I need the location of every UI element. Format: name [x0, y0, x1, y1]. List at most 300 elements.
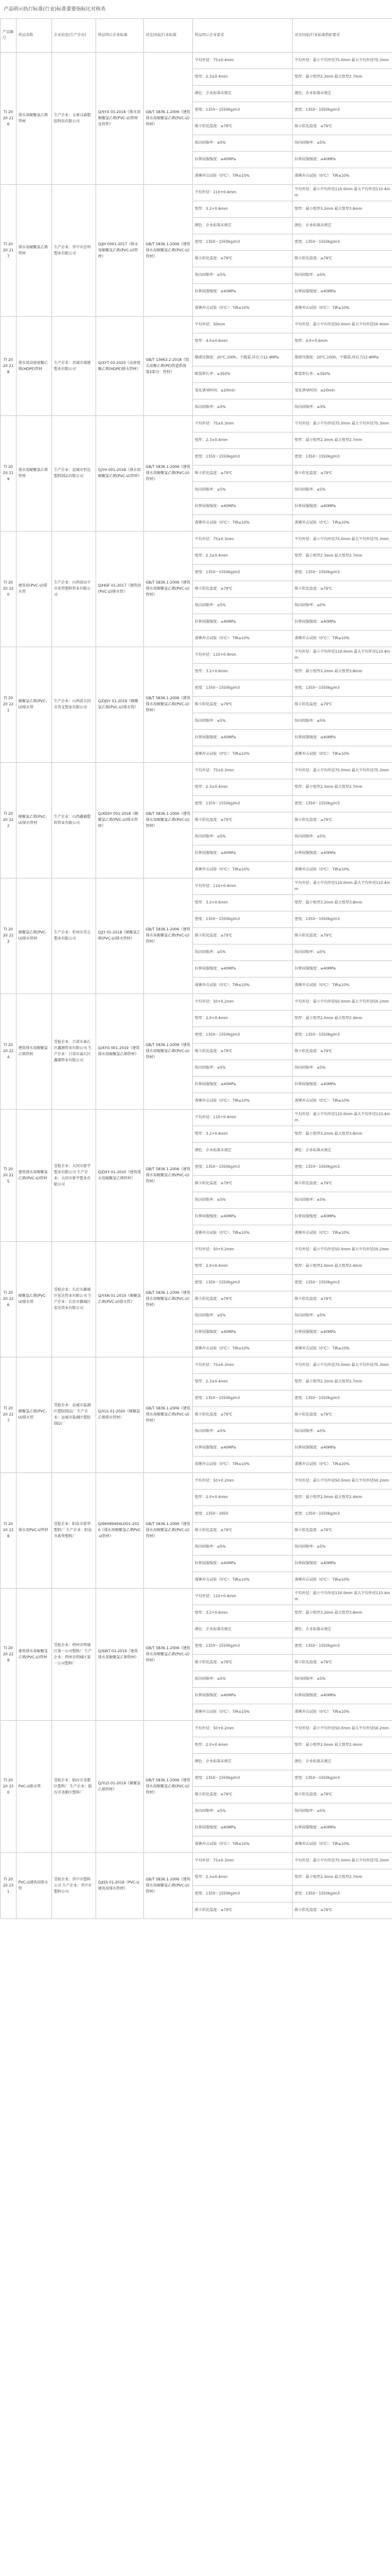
table-row [1, 1357, 392, 1374]
national-requirement-cell: 维卡软化温度：≥79℃ [293, 1291, 392, 1308]
national-requirement-cell: 维卡软化温度：≥79℃ [293, 1523, 392, 1539]
company-cell: 生产企业：忻州市晋元塑业有限公司 [52, 878, 96, 994]
product-no-cell: TI 20 20 22 5 [1, 1110, 17, 1242]
reference-standard-cell: GB/T 5836.1-2006《建筑排水用硬聚氯乙烯(PVC-U)管材》 [144, 1242, 193, 1357]
national-requirement-cell: 拉伸屈服强度：≥40MPa [293, 1324, 392, 1341]
national-requirement-cell: 壁厚：最小壁厚2.3mm 最大壁厚2.7mm [293, 432, 392, 449]
company-cell: 受检企业：临汾市尧都区塑料厂 生产企业：临汾市尧都区塑料厂 [52, 1721, 96, 1853]
enterprise-requirement-cell: 纵向回缩率：≤5% [193, 598, 293, 614]
enterprise-requirement-cell: 密度：1350～1550kg/m3 [193, 1770, 293, 1787]
national-requirement-cell: 拉伸屈服强度：≥40MPa [293, 1556, 392, 1572]
enterprise-requirement-cell: 平均外径：110+0.4mm [193, 647, 293, 664]
national-requirement-cell: 落锤冲击试验（0℃）：TIR≤10% [293, 1704, 392, 1721]
table-header-row [1, 19, 392, 53]
company-cell: 受检企业：吕梁市离石区鑫源管业有限公司 生产企业：吕梁市离石区鑫源管业有限公司 [52, 994, 96, 1110]
enterprise-requirement-cell: 壁厚：2.3±0.4mm [193, 69, 293, 86]
company-cell: 生产企业：运城市恒达塑料制品有限公司 [52, 416, 96, 532]
national-requirement-cell: 纵向回缩率：≤5% [293, 1671, 392, 1688]
enterprise-requirement-cell: 壁厚：2.0+0.4mm [193, 1490, 293, 1506]
enterprise-requirement-cell: 维卡软化温度：≥79℃ [193, 466, 293, 482]
national-requirement-cell: 平均外径：最小平均外径110.0mm 最大平均外径110.4mm [293, 878, 392, 895]
enterprise-requirement-cell: 维卡软化温度：≥79℃ [193, 1176, 293, 1192]
enterprise-requirement-cell: 壁厚：2.0+0.4mm [193, 1011, 293, 1027]
reference-standard-cell: GB/T 5836.1-2006《建筑排水用硬聚氯乙烯(PVC-U)管材》 [144, 647, 193, 763]
enterprise-standard-cell: Q/JSS 01-2018《PVC-U建筑用排水管材》 [96, 1853, 144, 1919]
enterprise-standard-cell: Q/XYT 03-2020《高密度聚乙烯(HDPE)排水管材》 [96, 317, 144, 416]
national-requirement-cell: 维卡软化温度：≥79℃ [293, 581, 392, 598]
national-requirement-cell: 落锤冲击试验（0℃）：TIR≤10% [293, 1341, 392, 1357]
enterprise-requirement-cell: 平均外径：50mm [193, 317, 293, 333]
national-requirement-cell: 密度：1350～1550kg/m3 [293, 1506, 392, 1523]
enterprise-requirement-cell: 壁厚：2.3±0.4mm [193, 1374, 293, 1390]
enterprise-requirement-cell: 密度：1350～1550kg/m3 [193, 565, 293, 581]
enterprise-requirement-cell: 落锤冲击试验（0℃）：TIR≤10% [193, 746, 293, 763]
national-requirement-cell: 壁厚：最小壁厚2.0mm 最大壁厚2.4mm [293, 1737, 392, 1754]
national-requirement-cell: 密度：1350～1550kg/m3 [293, 1275, 392, 1291]
table-row [1, 1721, 392, 1737]
product-no-cell: TI 20 20 22 0 [1, 532, 17, 647]
enterprise-requirement-cell: 颜色：企业标准未规定 [193, 218, 293, 234]
table-row [1, 1110, 392, 1126]
header-reference-standard: 对比国家/行业标准 [144, 19, 193, 53]
product-no-cell: TI 20 20 22 3 [1, 878, 17, 994]
enterprise-requirement-cell: 拉伸屈服强度：≥40MPa [193, 1820, 293, 1836]
reference-standard-cell: GB/T 5836.1-2006《建筑排水用硬聚氯乙烯(PVC-U)管材》 [144, 994, 193, 1110]
product-no-cell: TI 20 20 21 9 [1, 416, 17, 532]
enterprise-requirement-cell: 密度：1350～1550kg/m3 [193, 102, 293, 119]
enterprise-requirement-cell: 壁厚：3.2+0.6mm [193, 201, 293, 218]
enterprise-requirement-cell: 密度：1350～1550kg/m3 [193, 449, 293, 466]
table-row [1, 763, 392, 779]
national-requirement-cell: 密度：1350～1550kg/m3 [293, 449, 392, 466]
header-product-no: 产品编号 [1, 19, 17, 53]
reference-standard-cell: GB/T 5836.1-2006《建筑排水用硬聚氯乙烯(PVC-U)管材》 [144, 1110, 193, 1242]
company-cell: 生产企业：太原汉森塑胶科技有限公司 [52, 53, 96, 185]
enterprise-requirement-cell: 壁厚：3.2+0.6mm [193, 1605, 293, 1622]
national-requirement-cell: 拉伸屈服强度：≥40MPa [293, 1077, 392, 1093]
enterprise-requirement-cell: 拉伸屈服强度：≥40MPa [193, 845, 293, 862]
company-cell: 受检企业：朔州市朔城区第一公司塑料厂 生产企业：朔州市朔城区第一公司塑料厂 [52, 1589, 96, 1721]
product-no-cell: TI 20 20 23 0 [1, 1721, 17, 1853]
enterprise-standard-cell: Q/DJSY 01-2019《硬聚氯乙烯(PVC-U)排水管》 [96, 647, 144, 763]
enterprise-requirement-cell: 落锤冲击试验（0℃）：TIR≤10% [193, 1836, 293, 1853]
table-row [1, 317, 392, 333]
national-requirement-cell: 落锤冲击试验（0℃）：TIR≤10% [293, 862, 392, 878]
enterprise-requirement-cell: 拉伸屈服强度：≥40MPa [193, 961, 293, 978]
national-requirement-cell: 壁厚：最小壁厚2.3mm 最大壁厚2.7mm [293, 548, 392, 565]
enterprise-requirement-cell: 平均外径：50+0.2mm [193, 994, 293, 1011]
enterprise-requirement-cell: 密度：1350～1550kg/m3 [193, 1886, 293, 1902]
enterprise-requirement-cell: 纵向回缩率：≤5% [193, 267, 293, 284]
company-cell: 受检企业：阳泉市新华塑料厂 生产企业：阳泉市新华塑料厂 [52, 1473, 96, 1589]
enterprise-requirement-cell: 平均外径：75±0.4mm [193, 53, 293, 69]
national-requirement-cell: 落锤冲击试验（0℃）：TIR≤10% [293, 1225, 392, 1242]
enterprise-requirement-cell: 维卡软化温度：≥79℃ [193, 581, 293, 598]
national-requirement-cell: 拉伸屈服强度：≥40MPa [293, 730, 392, 746]
enterprise-requirement-cell: 落锤冲击试验（0℃）：TIR≤10% [193, 300, 293, 317]
enterprise-requirement-cell: 密度：1350～1550kg/m3 [193, 234, 293, 251]
enterprise-requirement-cell: 落锤冲击试验（0℃）：TIR≤10% [193, 631, 293, 647]
reference-standard-cell: GB/T 5836.1-2006《建筑排水用硬聚氯乙烯(PVC-U)管材》 [144, 1721, 193, 1853]
national-requirement-cell: 落锤冲击试验（0℃）：TIR≤10% [293, 978, 392, 994]
national-requirement-cell: 壁厚：最小壁厚2.3mm 最大壁厚2.7mm [293, 1869, 392, 1886]
enterprise-requirement-cell: 密度：1350～1550kg/m3 [193, 1390, 293, 1407]
sample-name-cell: 建筑用(PVC-U)排水管 [17, 532, 52, 647]
enterprise-requirement-cell: 维卡软化温度：≥79℃ [193, 697, 293, 713]
enterprise-requirement-cell: 密度：1350～1550kg/m3 [193, 680, 293, 697]
national-requirement-cell: 纵向回缩率：≤5% [293, 267, 392, 284]
enterprise-requirement-cell: 拉伸屈服强度：≥40MPa [193, 730, 293, 746]
enterprise-requirement-cell: 拉伸屈服强度：≥40MPa [193, 284, 293, 300]
sample-name-cell: 硬聚氯乙烯(PVC-U)排水管 [17, 1357, 52, 1473]
enterprise-requirement-cell: 颜色：企业标准未规定 [193, 1622, 293, 1638]
enterprise-requirement-cell: 氧化诱导时间：≥20min [193, 383, 293, 399]
enterprise-requirement-cell: 壁厚：2.3±0.4mm [193, 548, 293, 565]
enterprise-requirement-cell: 维卡软化温度：≥79℃ [193, 1902, 293, 1919]
national-requirement-cell: 维卡软化温度：≥79℃ [293, 1787, 392, 1803]
enterprise-requirement-cell: 平均外径：50+0.2mm [193, 1473, 293, 1490]
enterprise-requirement-cell: 平均外径：75±0.3mm [193, 532, 293, 548]
national-requirement-cell: 纵向回缩率：≤5% [293, 1423, 392, 1440]
enterprise-requirement-cell: 壁厚：2.0+0.4mm [193, 1258, 293, 1275]
enterprise-requirement-cell: 维卡软化温度：≥79℃ [193, 812, 293, 829]
enterprise-requirement-cell: 落锤冲击试验（0℃）：TIR≤10% [193, 1341, 293, 1357]
national-requirement-cell: 壁厚：最小壁厚2.3mm 最大壁厚2.7mm [293, 779, 392, 796]
enterprise-requirement-cell: 断裂伸长率：≥350% [193, 366, 293, 383]
national-requirement-cell: 壁厚：4.0+0.6mm [293, 333, 392, 350]
enterprise-requirement-cell: 纵向回缩率：≤5% [193, 713, 293, 730]
national-requirement-cell: 拉伸屈服强度：≥40MPa [293, 499, 392, 515]
comparison-table [0, 18, 392, 1919]
enterprise-requirement-cell: 平均外径：75±0.3mm [193, 1853, 293, 1869]
header-enterprise-requirement: 样品明示企业要求 [193, 19, 293, 53]
enterprise-requirement-cell: 维卡软化温度：≥79℃ [193, 1291, 293, 1308]
national-requirement-cell: 维卡软化温度：≥79℃ [293, 466, 392, 482]
enterprise-requirement-cell: 平均外径：75±0.3mm [193, 763, 293, 779]
enterprise-requirement-cell: 拉伸屈服强度：≥40MPa [193, 1209, 293, 1225]
national-requirement-cell: 密度：1350～1550kg/m3 [293, 796, 392, 812]
enterprise-requirement-cell: 拉伸屈服强度：≥40MPa [193, 1077, 293, 1093]
national-requirement-cell: 壁厚：最小壁厚2.3mm 最大壁厚2.7mm [293, 69, 392, 86]
national-requirement-cell: 颜色：企业标准未规定 [293, 86, 392, 102]
national-requirement-cell: 密度：1350～1550kg/m3 [293, 1390, 392, 1407]
sample-name-cell: 硬聚氯乙烯(PVC-U)排水管 [17, 647, 52, 763]
national-requirement-cell: 颜色：企业标准未规定 [293, 1143, 392, 1159]
enterprise-requirement-cell: 壁厚：2.3±0.4mm [193, 432, 293, 449]
enterprise-standard-cell: Q/SWT 03-2019《建筑排水用硬聚氯乙烯管材》 [96, 1589, 144, 1721]
national-requirement-cell: 平均外径：最小平均外径75.0mm 最大平均外径75.3mm [293, 763, 392, 779]
national-requirement-cell: 纵向回缩率：≤5% [293, 1539, 392, 1556]
company-cell: 生产企业：山西省大同市晋北塑业有限公司 [52, 647, 96, 763]
enterprise-requirement-cell: 维卡软化温度：≥79℃ [193, 928, 293, 945]
national-requirement-cell: 拉伸屈服强度：≥40MPa [293, 1440, 392, 1457]
national-requirement-cell: 纵向回缩率：≤3% [293, 399, 392, 416]
national-requirement-cell: 纵向回缩率：≤5% [293, 1803, 392, 1820]
product-no-cell: TI 20 20 21 8 [1, 317, 17, 416]
national-requirement-cell: 拉伸屈服强度：≥40MPa [293, 845, 392, 862]
enterprise-requirement-cell: 纵向回缩率：≤5% [193, 1671, 293, 1688]
national-requirement-cell: 维卡软化温度：≥79℃ [293, 251, 392, 267]
enterprise-requirement-cell: 落锤冲击试验（0℃）：TIR≤10% [193, 168, 293, 185]
national-requirement-cell: 密度：1350～1550kg/m3 [293, 565, 392, 581]
enterprise-requirement-cell: 拉伸屈服强度：≥40MPa [193, 1556, 293, 1572]
enterprise-standard-cell: Q/SYX 03-2018《排水用硬聚氯乙烯(PVC-U)管材及管件》 [96, 53, 144, 185]
sample-name-cell: 建筑排水用硬聚氯乙烯(PVC-U)管材 [17, 1110, 52, 1242]
national-requirement-cell: 颜色：企业标准未规定 [293, 1622, 392, 1638]
national-requirement-cell: 拉伸屈服强度：≥40MPa [293, 152, 392, 168]
report-title: 产品明示执行标准(行业)标准重要指标比对核表 [4, 6, 106, 12]
national-requirement-cell: 平均外径：最小平均外径110.0mm 最大平均外径110.4mm [293, 647, 392, 664]
enterprise-requirement-cell: 平均外径：75±0.3mm [193, 416, 293, 432]
product-no-cell: TI 20 20 23 1 [1, 1853, 17, 1919]
enterprise-standard-cell: Q/XYG 001-2019《建筑排水用硬聚氯乙烯管材》 [96, 994, 144, 1110]
national-requirement-cell: 密度：1350～1550kg/m3 [293, 234, 392, 251]
header-enterprise-standard: 样品明示企业标准 [96, 19, 144, 53]
company-cell: 受检企业：运城市盐湖区塑胶制品厂 生产企业：运城市盐湖区塑胶制品厂 [52, 1357, 96, 1473]
national-requirement-cell: 平均外径：最小平均外径75.0mm 最大平均外径75.3mm [293, 1853, 392, 1869]
enterprise-standard-cell: Q/DXY 01-2020《建筑排水用硬聚氯乙烯管材》 [96, 1110, 144, 1242]
national-requirement-cell: 平均外径：最小平均外径50.0mm 最大平均外径50.2mm [293, 1473, 392, 1490]
national-requirement-cell: 纵向回缩率：≤5% [293, 1192, 392, 1209]
sample-name-cell: 建筑排水用硬聚氯乙烯管材 [17, 994, 52, 1110]
table-row [1, 53, 392, 69]
enterprise-requirement-cell: 落锤冲击试验（0℃）：TIR≤10% [193, 1093, 293, 1110]
national-requirement-cell: 壁厚：最小壁厚3.2mm 最大壁厚3.8mm [293, 1605, 392, 1622]
enterprise-requirement-cell: 落锤冲击试验（0℃）：TIR≤10% [193, 1572, 293, 1589]
national-requirement-cell: 密度：1350～1550kg/m3 [293, 1638, 392, 1655]
national-requirement-cell: 纵向回缩率：≤5% [293, 135, 392, 152]
national-requirement-cell: 断裂伸长率：≥350% [293, 366, 392, 383]
national-requirement-cell: 维卡软化温度：≥79℃ [293, 1902, 392, 1919]
enterprise-requirement-cell: 纵向回缩率：≤5% [193, 1539, 293, 1556]
sample-name-cell: 硬聚氯乙烯(PVC-U)排水管材 [17, 763, 52, 878]
enterprise-requirement-cell: 纵向回缩率：≤5% [193, 829, 293, 845]
national-requirement-cell: 拉伸屈服强度：≥40MPa [293, 1209, 392, 1225]
enterprise-requirement-cell: 壁厚：3.2+0.6mm [193, 664, 293, 680]
product-no-cell: TI 20 20 22 2 [1, 763, 17, 878]
table-body [1, 53, 392, 1919]
national-requirement-cell: 落锤冲击试验（0℃）：TIR≤10% [293, 631, 392, 647]
reference-standard-cell: GB/T 5836.1-2006《建筑排水用硬聚氯乙烯(PVC-U)管材》 [144, 1589, 193, 1721]
national-requirement-cell: 纵向回缩率：≤5% [293, 482, 392, 499]
enterprise-requirement-cell: 落锤冲击试验（0℃）：TIR≤10% [193, 862, 293, 878]
product-no-cell: TI 20 20 22 9 [1, 1589, 17, 1721]
reference-standard-cell: GB/T 5836.1-2006《建筑排水用硬聚氯乙烯(PVC-U)管材》 [144, 878, 193, 994]
reference-standard-cell: GB/T 5836.1-2006《建筑排水用硬聚氯乙烯(PVC-U)管材》 [144, 763, 193, 878]
sample-name-cell: 建筑排水用硬聚氯乙烯(PVC-U)管材 [17, 1589, 52, 1721]
enterprise-requirement-cell: 颜色：企业标准未规定 [193, 1754, 293, 1770]
table-row [1, 1473, 392, 1490]
national-requirement-cell: 密度：1350～1550kg/m3 [293, 680, 392, 697]
enterprise-requirement-cell: 密度：1350～1550kg/m3 [193, 1275, 293, 1291]
enterprise-requirement-cell: 维卡软化温度：≥79℃ [193, 251, 293, 267]
enterprise-requirement-cell: 维卡软化温度：≥79℃ [193, 1407, 293, 1423]
company-cell: 生产企业：晋城市城建塑业有限公司 [52, 317, 96, 416]
product-no-cell: TI 20 20 22 1 [1, 647, 17, 763]
national-requirement-cell: 落锤冲击试验（0℃）：TIR≤10% [293, 1836, 392, 1853]
national-requirement-cell: 平均外径：最小平均外径110.0mm 最大平均外径110.4mm [293, 1589, 392, 1605]
company-cell: 受检企业：大同市新宇塑业有限公司 生产企业：大同市新宇塑业有限公司 [52, 1110, 96, 1242]
reference-standard-cell: GB/T 13663.2-2018《给水用聚乙烯(PE)管道系统 第2部分：管材》 [144, 317, 193, 416]
enterprise-requirement-cell: 颜色：企业标准未规定 [193, 86, 293, 102]
national-requirement-cell: 平均外径：最小平均外径50.0mm 最大平均外径50.2mm [293, 994, 392, 1011]
enterprise-requirement-cell: 密度：1350～1650 [193, 1506, 293, 1523]
company-cell: 生产企业：山西省高平市宏伟塑料管业有限公司 [52, 532, 96, 647]
table-row [1, 1589, 392, 1605]
enterprise-requirement-cell: 壁厚：3.2+0.6mm [193, 1126, 293, 1143]
national-requirement-cell: 颜色：企业标准未规定 [293, 1754, 392, 1770]
table-row [1, 878, 392, 895]
enterprise-requirement-cell: 纵向回缩率：≤5% [193, 1803, 293, 1820]
national-requirement-cell: 拉伸屈服强度：≥40MPa [293, 1820, 392, 1836]
enterprise-requirement-cell: 落锤冲击试验（0℃）：TIR≤10% [193, 1225, 293, 1242]
table-row [1, 1242, 392, 1258]
national-requirement-cell: 拉伸屈服强度：≥40MPa [293, 614, 392, 631]
enterprise-requirement-cell: 纵向回缩率：≤5% [193, 1192, 293, 1209]
enterprise-requirement-cell: 静液压强度：20℃,100h，不破裂,环应力12.4MPa [193, 350, 293, 366]
enterprise-requirement-cell: 纵向回缩率：≤5% [193, 482, 293, 499]
enterprise-requirement-cell: 拉伸屈服强度：≥40MPa [193, 499, 293, 515]
national-requirement-cell: 维卡软化温度：≥79℃ [293, 1044, 392, 1060]
national-requirement-cell: 平均外径：最小平均外径50.0mm 最大平均外径50.2mm [293, 1242, 392, 1258]
enterprise-standard-cell: Q/YXN 01-2019《硬聚氯乙烯(PVC-U)排水管》 [96, 1242, 144, 1357]
enterprise-requirement-cell: 纵向回缩率：≤5% [193, 135, 293, 152]
national-requirement-cell: 落锤冲击试验（0℃）：TIR≤10% [293, 515, 392, 532]
company-cell: 生产企业：山西鑫德塑料管业有限公司 [52, 763, 96, 878]
table-row [1, 1853, 392, 1869]
enterprise-requirement-cell: 壁厚：2.3±0.4mm [193, 779, 293, 796]
national-requirement-cell: 壁厚：最小壁厚2.0mm 最大壁厚2.4mm [293, 1011, 392, 1027]
product-no-cell: TI 20 20 21 7 [1, 185, 17, 317]
national-requirement-cell: 平均外径：最小平均外径110.0mm 最大平均外径110.4mm [293, 1110, 392, 1126]
national-requirement-cell: 拉伸屈服强度：≥40MPa [293, 1688, 392, 1704]
product-no-cell: TI 20 20 21 6 [1, 53, 17, 185]
enterprise-standard-cell: Q/96069404LOO1-2020《排水用硬聚氯乙烯PVC-U管材》 [96, 1473, 144, 1589]
national-requirement-cell: 壁厚：最小壁厚3.2mm 最大壁厚3.8mm [293, 201, 392, 218]
sample-name-cell: 排水用硬聚氯乙烯管材 [17, 416, 52, 532]
sample-name-cell: 排水用硬聚氯乙烯管材 [17, 53, 52, 185]
national-requirement-cell: 平均外径：最小平均外径75.0mm 最大平均外径75.3mm [293, 53, 392, 69]
company-cell: 受检企业：晋中市塑料公司 生产企业：晋中市塑料公司 [52, 1853, 96, 1919]
enterprise-standard-cell: Q/YLD 01-2019《硬聚氯乙烯管材》 [96, 1721, 144, 1853]
reference-standard-cell: GB/T 5836.1-2006《建筑排水用硬聚氯乙烯(PVC-U)管材》 [144, 532, 193, 647]
enterprise-requirement-cell: 拉伸屈服强度：≥40MPa [193, 614, 293, 631]
national-requirement-cell: 壁厚：最小壁厚2.0mm 最大壁厚2.4mm [293, 1258, 392, 1275]
national-requirement-cell: 密度：1350～1550kg/m3 [293, 1159, 392, 1176]
enterprise-requirement-cell: 壁厚：3.2+0.6mm [193, 895, 293, 911]
header-national-requirement: 对应国家/行业标准指标要求 [293, 19, 392, 53]
reference-standard-cell: GB/T 5836.1-2006《建筑排水用硬聚氯乙烯(PVC-U)管材》 [144, 1473, 193, 1589]
enterprise-requirement-cell: 平均外径：110+0.4mm [193, 185, 293, 201]
enterprise-requirement-cell: 拉伸屈服强度：≥40MPa [193, 152, 293, 168]
national-requirement-cell: 落锤冲击试验（0℃）：TIR≤10% [293, 168, 392, 185]
reference-standard-cell: GB/T 5836.1-2006《建筑排水用硬聚氯乙烯(PVC-U)管材》 [144, 53, 193, 185]
national-requirement-cell: 平均外径：最小平均外径110.0mm 最大平均外径110.4mm [293, 185, 392, 201]
enterprise-standard-cell: Q/JY 01-2018《硬聚氯乙烯(PVC-U)排水管材》 [96, 878, 144, 994]
table-row [1, 647, 392, 664]
header-sample-name: 样品名称 [17, 19, 52, 53]
enterprise-requirement-cell: 颜色：企业标准未规定 [193, 1143, 293, 1159]
national-requirement-cell: 纵向回缩率：≤5% [293, 829, 392, 845]
national-requirement-cell: 纵向回缩率：≤5% [293, 713, 392, 730]
national-requirement-cell: 壁厚：最小壁厚3.2mm 最大壁厚3.8mm [293, 664, 392, 680]
national-requirement-cell: 平均外径：最小平均外径50.0mm 最大平均外径50.2mm [293, 1721, 392, 1737]
enterprise-requirement-cell: 拉伸屈服强度：≥40MPa [193, 1440, 293, 1457]
product-no-cell: TI 20 20 22 6 [1, 1242, 17, 1357]
national-requirement-cell: 密度：1350～1550kg/m3 [293, 911, 392, 928]
national-requirement-cell: 落锤冲击试验（0℃）：TIR≤10% [293, 746, 392, 763]
national-requirement-cell: 密度：1350～1550kg/m3 [293, 102, 392, 119]
enterprise-standard-cell: Q/YLS 01-2020《硬聚氯乙烯排水管材》 [96, 1357, 144, 1473]
reference-standard-cell: GB/T 5836.1-2006《建筑排水用硬聚氯乙烯(PVC-U)管材》 [144, 1357, 193, 1473]
enterprise-requirement-cell: 平均外径：50+0.2mm [193, 1721, 293, 1737]
enterprise-standard-cell: Q/XDSY 001-2018《硬聚氯乙烯(PVC-U)排水管材》 [96, 763, 144, 878]
enterprise-requirement-cell: 纵向回缩率：≤5% [193, 945, 293, 961]
national-requirement-cell: 壁厚：最小壁厚3.2mm 最大壁厚3.8mm [293, 1126, 392, 1143]
enterprise-requirement-cell: 壁厚：2.3±0.4mm [193, 1869, 293, 1886]
national-requirement-cell: 纵向回缩率：≤5% [293, 945, 392, 961]
national-requirement-cell: 落锤冲击试验（0℃）：TIR≤10% [293, 1572, 392, 1589]
header-company: 企业信息(生产企业) [52, 19, 96, 53]
sample-name-cell: 排水用高密度聚乙烯(HDPE)管材 [17, 317, 52, 416]
national-requirement-cell: 平均外径：最小平均外径50.0mm 最大平均外径50.4mm [293, 317, 392, 333]
national-requirement-cell: 颜色：企业标准未规定 [293, 218, 392, 234]
enterprise-standard-cell: Q/HGF 01-2017《建筑用(PVC-U)排水管》 [96, 532, 144, 647]
national-requirement-cell: 落锤冲击试验（0℃）：TIR≤10% [293, 1093, 392, 1110]
company-cell: 生产企业：晋中市忠明塑业有限公司 [52, 185, 96, 317]
national-requirement-cell: 密度：1350～1550kg/m3 [293, 1027, 392, 1044]
reference-standard-cell: GB/T 5836.1-2006《建筑排水用硬聚氯乙烯(PVC-U)管材》 [144, 416, 193, 532]
national-requirement-cell: 密度：1350～1550kg/m3 [293, 1770, 392, 1787]
national-requirement-cell: 静液压强度：20℃,100h，不破裂,环应力12.4MPa [293, 350, 392, 366]
enterprise-requirement-cell: 拉伸屈服强度：≥40MPa [193, 1688, 293, 1704]
national-requirement-cell: 纵向回缩率：≤5% [293, 598, 392, 614]
national-requirement-cell: 平均外径：最小平均外径75.0mm 最大平均外径75.3mm [293, 532, 392, 548]
enterprise-requirement-cell: 平均外径：110+0.4mm [193, 1110, 293, 1126]
enterprise-requirement-cell: 壁厚：2.0+0.4mm [193, 1737, 293, 1754]
company-cell: 受检企业：长治市潞城区宏达管业有限公司 生产企业：长治市潞城区宏达管业有限公司 [52, 1242, 96, 1357]
reference-standard-cell: GB/T 5836.1-2006《建筑排水用硬聚氯乙烯(PVC-U)管材》 [144, 1853, 193, 1919]
enterprise-requirement-cell: 落锤冲击试验（0℃）：TIR≤10% [193, 1457, 293, 1473]
enterprise-requirement-cell: 密度：1350～1550kg/m3 [193, 911, 293, 928]
national-requirement-cell: 落锤冲击试验（0℃）：TIR≤10% [293, 300, 392, 317]
national-requirement-cell: 氧化诱导时间：≥20min [293, 383, 392, 399]
enterprise-requirement-cell: 密度：1350～1550kg/m3 [193, 1638, 293, 1655]
enterprise-requirement-cell: 落锤冲击试验（0℃）：TIR≤10% [193, 978, 293, 994]
table-row [1, 185, 392, 201]
enterprise-requirement-cell: 纵向回缩率：≤5% [193, 1423, 293, 1440]
enterprise-requirement-cell: 平均外径：75±0.3mm [193, 1357, 293, 1374]
national-requirement-cell: 壁厚：最小壁厚3.2mm 最大壁厚3.8mm [293, 895, 392, 911]
national-requirement-cell: 壁厚：最小壁厚2.0mm 最大壁厚2.4mm [293, 1490, 392, 1506]
table-row [1, 532, 392, 548]
enterprise-requirement-cell: 维卡软化温度：≥79℃ [193, 1044, 293, 1060]
table-row [1, 994, 392, 1011]
sample-name-cell: 硬聚氯乙烯(PVC-U)排水管 [17, 1242, 52, 1357]
national-requirement-cell: 纵向回缩率：≤5% [293, 1308, 392, 1324]
sample-name-cell: 排水用PVC-U管材 [17, 1473, 52, 1589]
enterprise-requirement-cell: 平均外径：110+0.4mm [193, 1589, 293, 1605]
national-requirement-cell: 维卡软化温度：≥79℃ [293, 697, 392, 713]
enterprise-requirement-cell: 维卡软化温度：≥79℃ [193, 1523, 293, 1539]
national-requirement-cell: 维卡软化温度：≥79℃ [293, 119, 392, 135]
national-requirement-cell: 平均外径：最小平均外径75.0mm 最大平均外径75.3mm [293, 416, 392, 432]
enterprise-requirement-cell: 平均外径：110+0.4mm [193, 878, 293, 895]
national-requirement-cell: 落锤冲击试验（0℃）：TIR≤10% [293, 1457, 392, 1473]
national-requirement-cell: 平均外径：最小平均外径75.0mm 最大平均外径75.3mm [293, 1357, 392, 1374]
reference-standard-cell: GB/T 5836.1-2006《建筑排水用硬聚氯乙烯(PVC-U)管材》 [144, 185, 193, 317]
enterprise-requirement-cell: 密度：1350～1550kg/m3 [193, 1159, 293, 1176]
